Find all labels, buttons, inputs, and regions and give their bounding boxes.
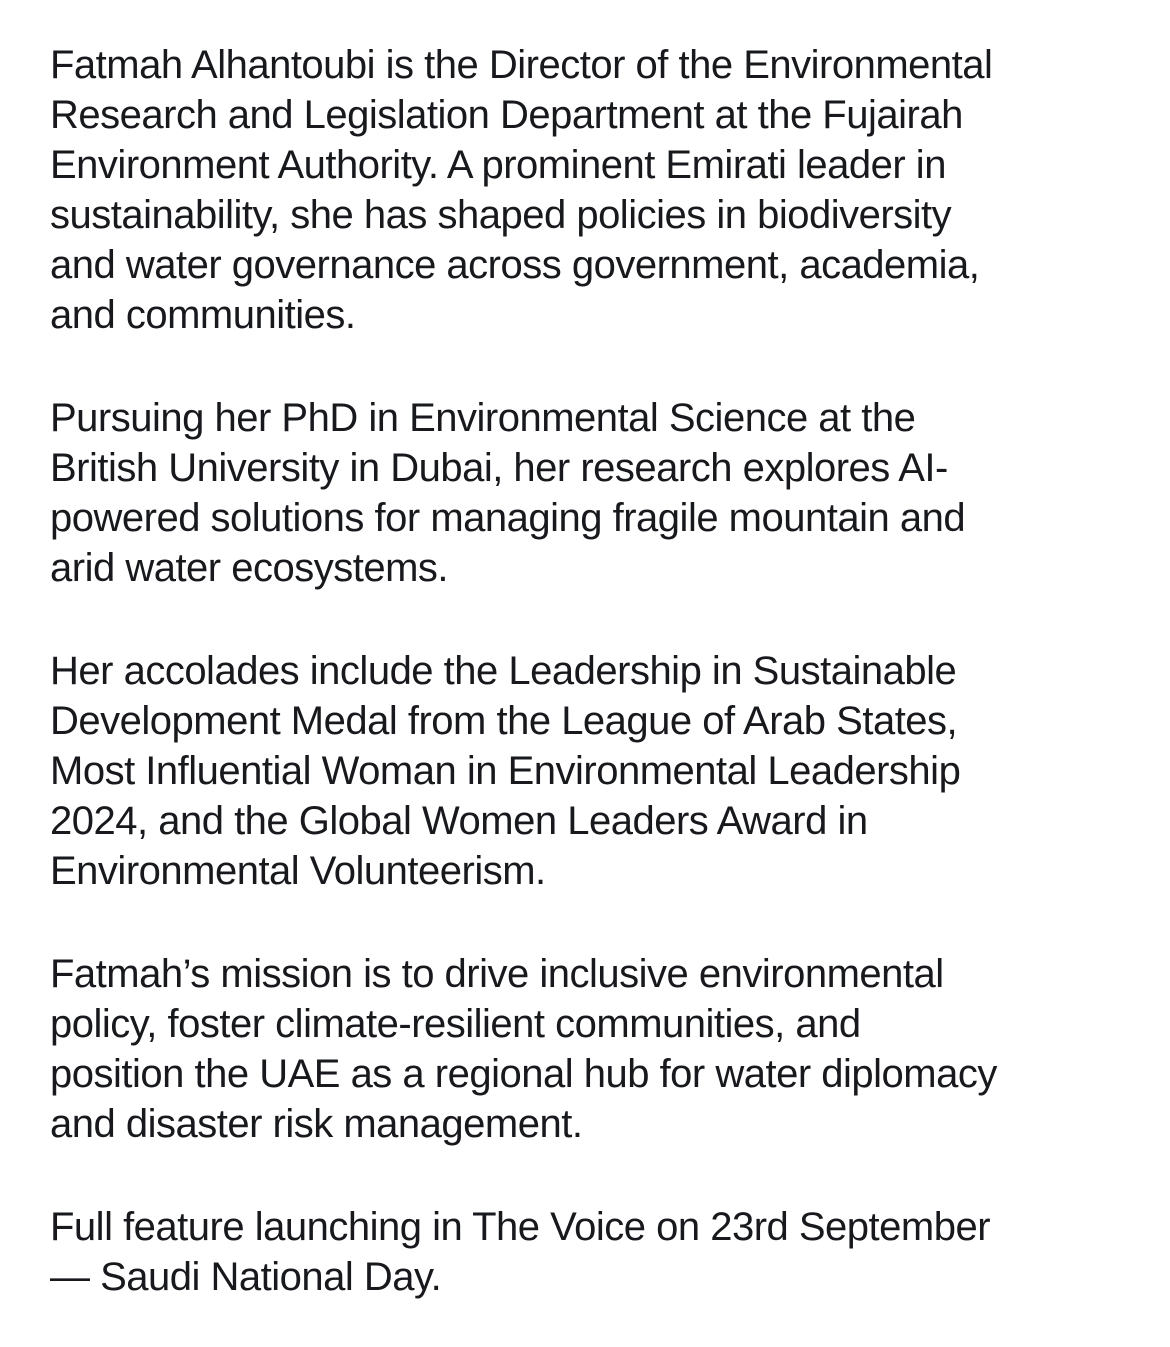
- paragraph-feature-announcement: [50, 1202, 1130, 1302]
- text-line: sustainability, she has shaped policies in biodiversity: [50, 193, 952, 237]
- text-line: Fatmah Alhantoubi is the Director of the Environmental: [50, 43, 993, 87]
- text-line: Pursuing her PhD in Environmental Science at the: [50, 396, 916, 440]
- paragraph-accolades: [50, 646, 1130, 896]
- paragraph-phd-research: [50, 393, 1130, 593]
- text-line: — Saudi National Day.: [50, 1255, 442, 1299]
- text-line: and disaster risk management.: [50, 1102, 583, 1146]
- paragraph-mission: [50, 949, 1130, 1149]
- text-line: Her accolades include the Leadership in Sustainable: [50, 649, 957, 693]
- text-line: Fatmah’s mission is to drive inclusive environmental: [50, 952, 944, 996]
- text-line: and water governance across government, academia,: [50, 243, 980, 287]
- text-line: Most Influential Woman in Environmental Leadership: [50, 749, 961, 793]
- text-line: Full feature launching in The Voice on 23rd September: [50, 1205, 991, 1249]
- text-line: policy, foster climate-resilient communities, and: [50, 1002, 861, 1046]
- text-line: powered solutions for managing fragile mountain and: [50, 496, 966, 540]
- text-line: Environmental Volunteerism.: [50, 849, 546, 893]
- text-line: Research and Legislation Department at the Fujairah: [50, 93, 963, 137]
- text-line: position the UAE as a regional hub for water diplomacy: [50, 1052, 997, 1096]
- text-line: arid water ecosystems.: [50, 546, 449, 590]
- text-line: and communities.: [50, 293, 356, 337]
- text-line: Environment Authority. A prominent Emirati leader in: [50, 143, 946, 187]
- text-line: 2024, and the Global Women Leaders Award in: [50, 799, 868, 843]
- paragraph-role-intro: [50, 40, 1130, 340]
- text-line: British University in Dubai, her research explores AI-: [50, 446, 948, 490]
- text-line: Development Medal from the League of Arab States,: [50, 699, 958, 743]
